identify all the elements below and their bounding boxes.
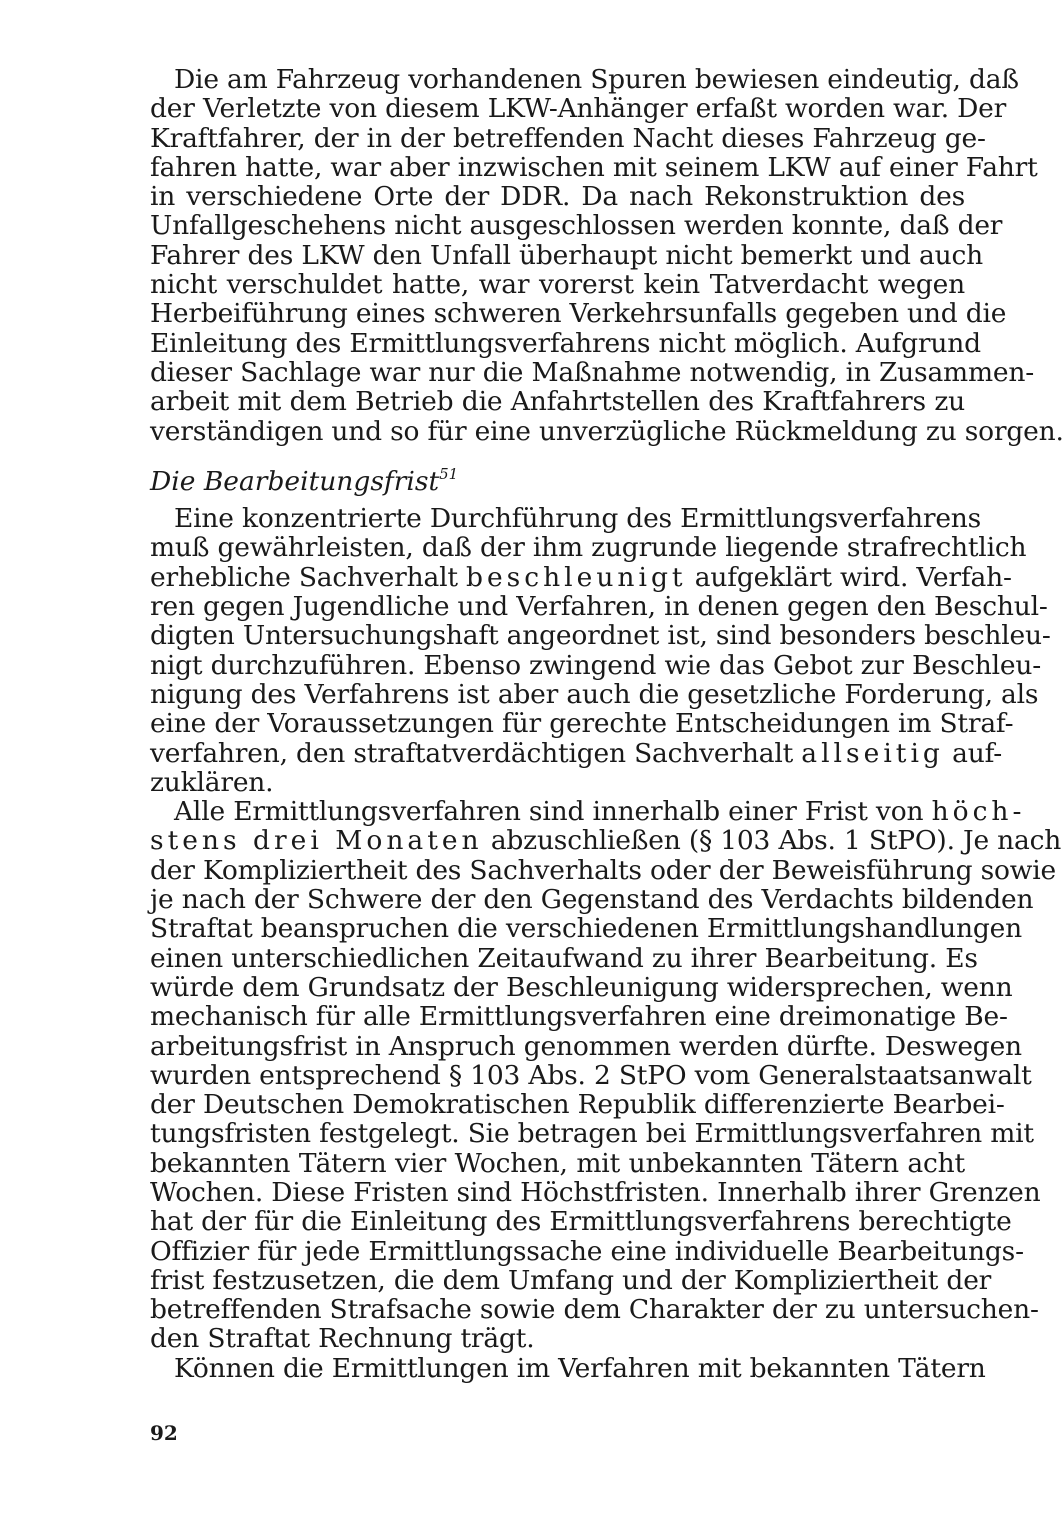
text-line: fahren hatte, war aber inzwischen mit seinem LKW auf einer Fahrt bbox=[150, 151, 1038, 183]
spaced-emphasis: allseitig bbox=[801, 737, 944, 769]
spaced-emphasis: höch- bbox=[931, 796, 1026, 828]
text-line: Einleitung des Ermittlungsverfahrens nicht möglich. Aufgrund bbox=[150, 327, 981, 359]
text-line: mechanisch für alle Ermittlungsverfahren eine dreimonatige Be- bbox=[150, 1001, 1008, 1033]
page-body bbox=[150, 64, 1064, 1384]
text-line: den Straftat Rechnung trägt. bbox=[150, 1323, 535, 1355]
text-line: einen unterschiedlichen Zeitaufwand zu ihrer Bearbeitung. Es bbox=[150, 942, 978, 974]
text-line: Kraftfahrer, der in der betreffenden Nacht dieses Fahrzeug ge- bbox=[150, 122, 986, 154]
text-line: digten Untersuchungshaft angeordnet ist, sind besonders beschleu- bbox=[150, 620, 1051, 652]
text-segment: aufgeklärt wird. Verfah- bbox=[686, 561, 1012, 593]
text-line: nicht verschuldet hatte, war vorerst kein Tatverdacht wegen bbox=[150, 269, 965, 301]
text-line: eine der Voraussetzungen für gerechte Entscheidungen im Straf- bbox=[150, 708, 1014, 740]
text-line bbox=[150, 737, 1002, 769]
text-line: Unfallgeschehens nicht ausgeschlossen werden konnte, daß der bbox=[150, 210, 1003, 242]
paragraph-4 bbox=[150, 1352, 986, 1384]
text-line: Herbeiführung eines schweren Verkehrsunfalls gegeben und die bbox=[150, 298, 1007, 330]
section-heading-text: Die Bearbeitungsfrist bbox=[150, 465, 440, 497]
text-line: würde dem Grundsatz der Beschleunigung widersprechen, wenn bbox=[150, 971, 1013, 1003]
text-line: Offizier für jede Ermittlungssache eine individuelle Bearbeitungs- bbox=[150, 1235, 1024, 1267]
page-number: 92 bbox=[150, 1421, 178, 1445]
text-line: dieser Sachlage war nur die Maßnahme notwendig, in Zusammen- bbox=[150, 356, 1035, 388]
text-line: der Deutschen Demokratischen Republik differenzierte Bearbei- bbox=[150, 1089, 1005, 1121]
text-line: Straftat beanspruchen die verschiedenen Ermittlungshandlungen bbox=[150, 913, 1023, 945]
paragraph-2 bbox=[150, 503, 1051, 798]
text-line: der Verletzte von diesem LKW-Anhänger erfaßt worden war. Der bbox=[150, 93, 1007, 125]
spaced-emphasis: stens drei Monaten bbox=[150, 825, 483, 857]
text-line bbox=[150, 796, 1026, 828]
text-line: in verschiedene Orte der DDR. Da nach Rekonstruktion des bbox=[150, 181, 965, 213]
text-line: frist festzusetzen, die dem Umfang und der Kompliziertheit der bbox=[150, 1264, 992, 1296]
paragraph-3 bbox=[150, 796, 1062, 1355]
text-line: zuklären. bbox=[150, 766, 274, 798]
text-line: betreffenden Strafsache sowie dem Charakter der zu untersuchen- bbox=[150, 1294, 1039, 1326]
text-line: nigt durchzuführen. Ebenso zwingend wie das Gebot zur Beschleu- bbox=[150, 649, 1042, 681]
paragraph-1 bbox=[150, 64, 1064, 447]
text-line: hat der für die Einleitung des Ermittlungsverfahrens berechtigte bbox=[150, 1206, 1012, 1238]
text-line: Fahrer des LKW den Unfall überhaupt nicht bemerkt und auch bbox=[150, 239, 984, 271]
text-line: nigung des Verfahrens ist aber auch die gesetzliche Forderung, als bbox=[150, 678, 1039, 710]
text-segment: auf- bbox=[943, 737, 1002, 769]
text-line: verständigen und so für eine unverzügliche Rückmeldung zu sorgen. bbox=[150, 415, 1064, 447]
text-line: Eine konzentrierte Durchführung des Ermittlungsverfahrens bbox=[174, 503, 982, 535]
text-line: Wochen. Diese Fristen sind Höchstfristen. Innerhalb ihrer Grenzen bbox=[150, 1176, 1041, 1208]
text-line: der Kompliziertheit des Sachverhalts oder der Beweisführung sowie bbox=[150, 854, 1056, 886]
text-line bbox=[150, 561, 1012, 593]
text-line: muß gewährleisten, daß der ihm zugrunde liegende strafrechtlich bbox=[150, 532, 1027, 564]
section-heading bbox=[150, 460, 965, 496]
text-line: arbeit mit dem Betrieb die Anfahrtstellen des Kraftfahrers zu bbox=[150, 386, 965, 418]
text-segment: erhebliche Sachverhalt bbox=[150, 561, 467, 593]
text-segment: Alle Ermittlungsverfahren sind innerhalb einer Frist von bbox=[174, 796, 932, 828]
text-line: Die am Fahrzeug vorhandenen Spuren bewiesen eindeutig, daß bbox=[174, 64, 1019, 95]
text-line: arbeitungsfrist in Anspruch genommen werden dürfte. Deswegen bbox=[150, 1030, 1022, 1062]
spaced-emphasis: beschleunigt bbox=[466, 561, 687, 593]
text-line: Können die Ermittlungen im Verfahren mit bekannten Tätern bbox=[174, 1352, 986, 1384]
text-line bbox=[150, 825, 1062, 857]
text-line: tungsfristen festgelegt. Sie betragen bei Ermittlungsverfahren mit bbox=[150, 1118, 1034, 1150]
text-segment: verfahren, den straftatverdächtigen Sachverhalt bbox=[150, 737, 802, 769]
text-line: ren gegen Jugendliche und Verfahren, in denen gegen den Beschul- bbox=[150, 591, 1048, 623]
text-line: bekannten Tätern vier Wochen, mit unbekannten Tätern acht bbox=[150, 1147, 965, 1179]
text-line: je nach der Schwere der den Gegenstand des Verdachts bildenden bbox=[150, 884, 1034, 916]
text-line: wurden entsprechend § 103 Abs. 2 StPO vom Generalstaatsanwalt bbox=[150, 1059, 1032, 1091]
footnote-marker: 51 bbox=[439, 464, 459, 483]
text-segment: abzuschließen (§ 103 Abs. 1 StPO). Je nach bbox=[482, 825, 1062, 857]
